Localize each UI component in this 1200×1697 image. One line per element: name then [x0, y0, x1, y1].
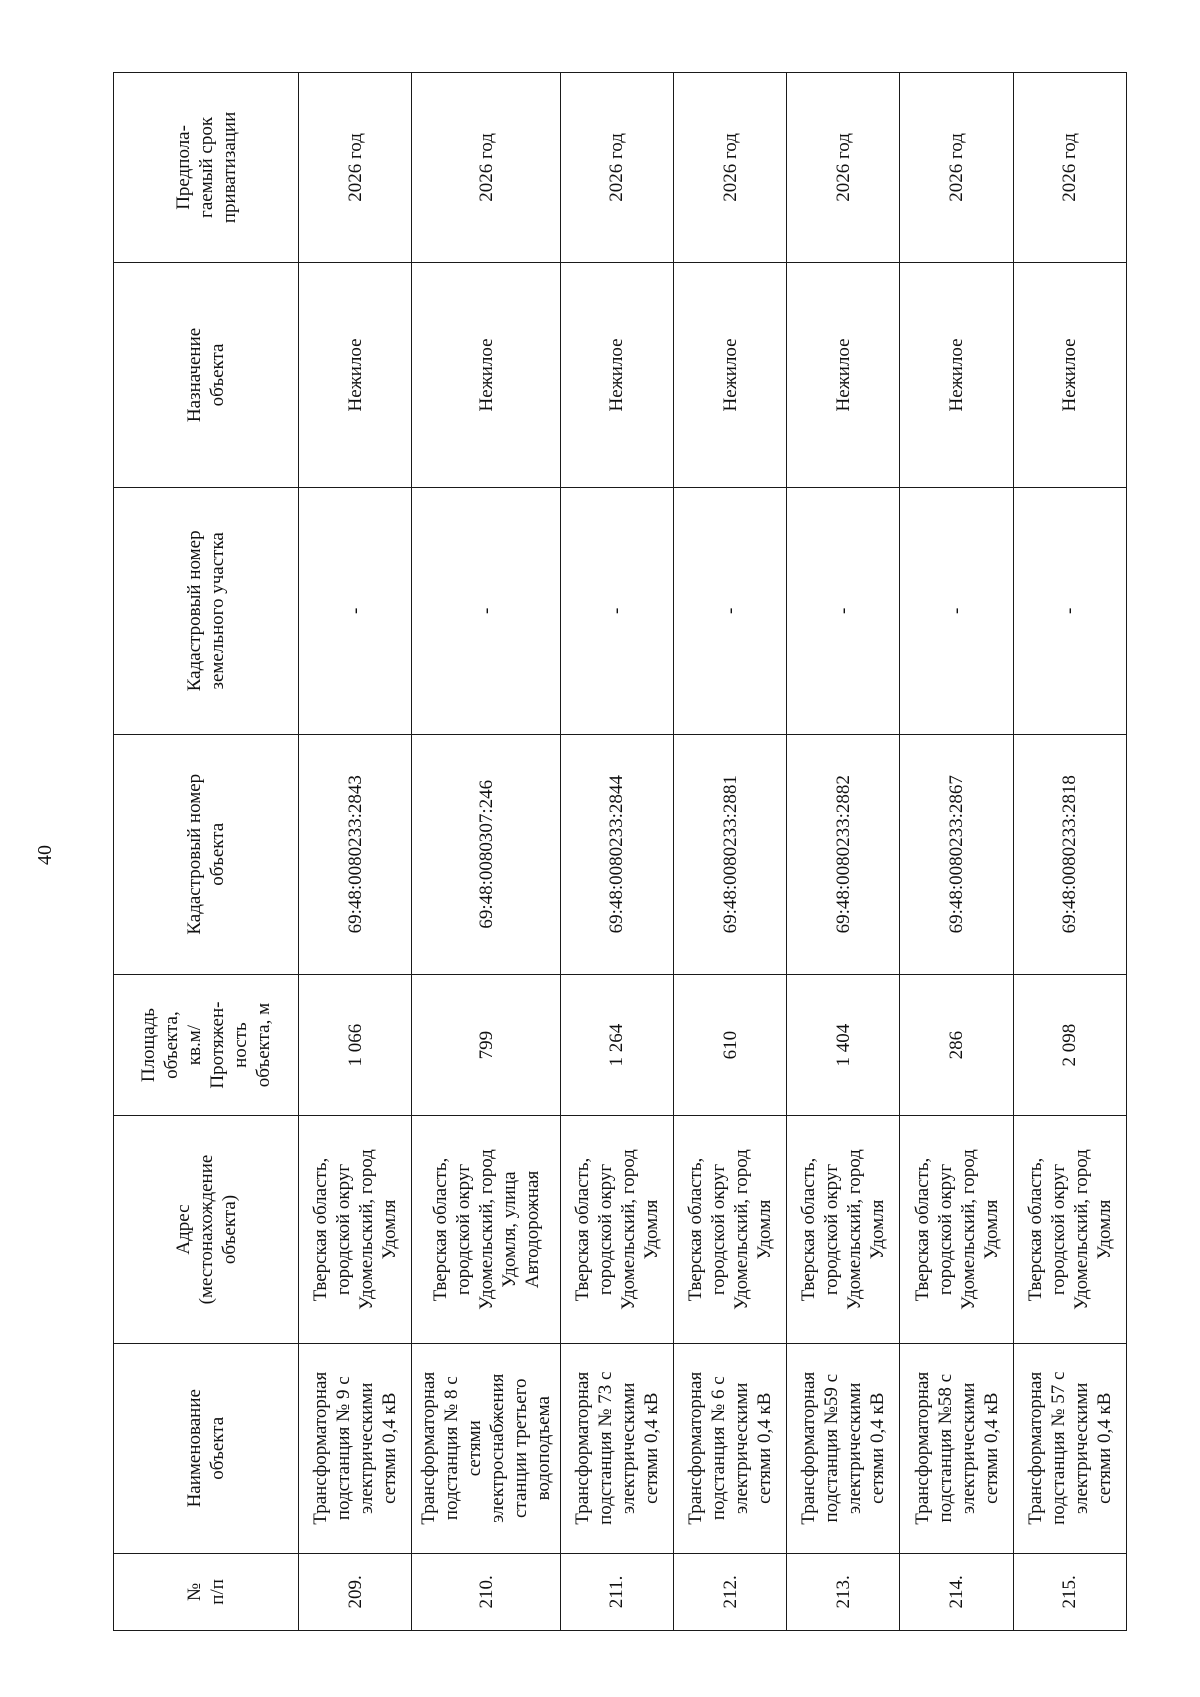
- rotated-table-container: [113, 72, 1163, 1631]
- cell-area: 1 404: [787, 974, 900, 1116]
- header-address: Адрес (местонахождение объекта): [114, 1116, 299, 1343]
- cell-term: 2026 год: [674, 73, 787, 263]
- cell-name: Трансформаторная подстанция № 73 с электрическими сетями 0,4 кВ: [560, 1343, 673, 1553]
- cell-area: 2 098: [1013, 974, 1126, 1116]
- cell-cadastral-object: 69:48:0080233:2882: [787, 734, 900, 974]
- cell-cadastral-land: -: [900, 488, 1013, 735]
- cell-purpose: Нежилое: [299, 262, 412, 487]
- cell-name: Трансформаторная подстанция № 57 с электрическими сетями 0,4 кВ: [1013, 1343, 1126, 1553]
- cell-area: 1 066: [299, 974, 412, 1116]
- cell-cadastral-object: 69:48:0080233:2867: [900, 734, 1013, 974]
- cell-num: 212.: [674, 1553, 787, 1630]
- cell-address: Тверская область, городской округ Удомельский, город Удомля: [674, 1116, 787, 1343]
- cell-num: 215.: [1013, 1553, 1126, 1630]
- cell-cadastral-object: 69:48:0080233:2843: [299, 734, 412, 974]
- cell-term: 2026 год: [1013, 73, 1126, 263]
- table-row: [412, 73, 561, 1631]
- cell-term: 2026 год: [299, 73, 412, 263]
- cell-num: 209.: [299, 1553, 412, 1630]
- header-num: № п/п: [114, 1553, 299, 1630]
- cell-name: Трансформаторная подстанция № 6 с электрическими сетями 0,4 кВ: [674, 1343, 787, 1553]
- table-row: [299, 73, 412, 1631]
- header-cadastral-land: Кадастровый номер земельного участка: [114, 488, 299, 735]
- cell-address: Тверская область, городской округ Удомельский, город Удомля: [299, 1116, 412, 1343]
- cell-name: Трансформаторная подстанция № 8 с сетями электроснабжения станции третьего водоподъема: [412, 1343, 561, 1553]
- cell-cadastral-object: 69:48:0080233:2818: [1013, 734, 1126, 974]
- cell-name: Трансформаторная подстанция №59 с электрическими сетями 0,4 кВ: [787, 1343, 900, 1553]
- cell-purpose: Нежилое: [674, 262, 787, 487]
- cell-purpose: Нежилое: [900, 262, 1013, 487]
- cell-num: 214.: [900, 1553, 1013, 1630]
- cell-cadastral-land: -: [1013, 488, 1126, 735]
- cell-term: 2026 год: [412, 73, 561, 263]
- table-row: [900, 73, 1013, 1631]
- cell-cadastral-land: -: [674, 488, 787, 735]
- cell-cadastral-land: -: [412, 488, 561, 735]
- cell-num: 210.: [412, 1553, 561, 1630]
- table-row: [787, 73, 900, 1631]
- cell-num: 211.: [560, 1553, 673, 1630]
- cell-address: Тверская область, городской округ Удомельский, город Удомля: [787, 1116, 900, 1343]
- cell-address: Тверская область, городской округ Удомельский, город Удомля: [900, 1116, 1013, 1343]
- cell-num: 213.: [787, 1553, 900, 1630]
- cell-name: Трансформаторная подстанция №58 с электрическими сетями 0,4 кВ: [900, 1343, 1013, 1553]
- header-purpose: Назначение объекта: [114, 262, 299, 487]
- table-row: [1013, 73, 1126, 1631]
- cell-name: Трансформаторная подстанция № 9 с электрическими сетями 0,4 кВ: [299, 1343, 412, 1553]
- cell-purpose: Нежилое: [560, 262, 673, 487]
- cell-purpose: Нежилое: [412, 262, 561, 487]
- header-cadastral-object: Кадастровый номер объекта: [114, 734, 299, 974]
- cell-address: Тверская область, городской округ Удомельский, город Удомля: [1013, 1116, 1126, 1343]
- page-number: 40: [34, 845, 56, 865]
- cell-address: Тверская область, городской округ Удомельский, город Удомля, улица Автодорожная: [412, 1116, 561, 1343]
- cell-cadastral-land: -: [560, 488, 673, 735]
- cell-area: 1 264: [560, 974, 673, 1116]
- table-header-row: [114, 73, 299, 1631]
- privatization-table: [113, 72, 1127, 1631]
- cell-cadastral-land: -: [787, 488, 900, 735]
- table-row: [560, 73, 673, 1631]
- header-area: Площадь объекта, кв.м/ Протяжен- ность объекта, м: [114, 974, 299, 1116]
- cell-cadastral-object: 69:48:0080233:2844: [560, 734, 673, 974]
- table-row: [674, 73, 787, 1631]
- cell-area: 799: [412, 974, 561, 1116]
- header-term: Предпола- гаемый срок приватизации: [114, 73, 299, 263]
- cell-cadastral-object: 69:48:0080233:2881: [674, 734, 787, 974]
- cell-term: 2026 год: [900, 73, 1013, 263]
- cell-cadastral-land: -: [299, 488, 412, 735]
- cell-purpose: Нежилое: [787, 262, 900, 487]
- cell-term: 2026 год: [560, 73, 673, 263]
- cell-address: Тверская область, городской округ Удомельский, город Удомля: [560, 1116, 673, 1343]
- header-name: Наименование объекта: [114, 1343, 299, 1553]
- cell-area: 286: [900, 974, 1013, 1116]
- cell-area: 610: [674, 974, 787, 1116]
- cell-cadastral-object: 69:48:0080307:246: [412, 734, 561, 974]
- cell-purpose: Нежилое: [1013, 262, 1126, 487]
- cell-term: 2026 год: [787, 73, 900, 263]
